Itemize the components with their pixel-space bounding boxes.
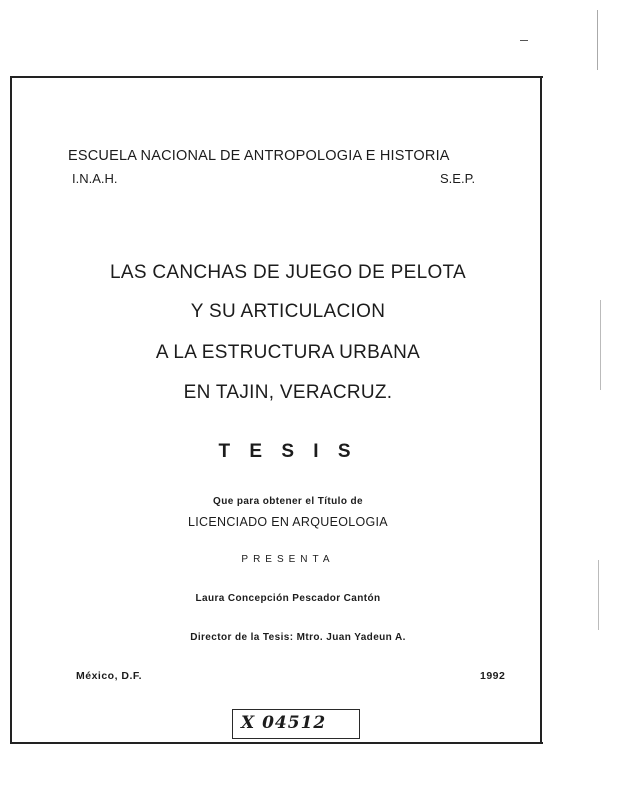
institution-name: ESCUELA NACIONAL DE ANTROPOLOGIA E HISTORIA — [68, 148, 450, 164]
title-line-3: A LA ESTRUCTURA URBANA — [155, 342, 421, 363]
purpose-line: Que para obtener el Título de — [213, 496, 363, 507]
title-line-2: Y SU ARTICULACION — [190, 301, 386, 322]
library-stamp — [232, 709, 360, 739]
scan-artifact — [600, 300, 601, 390]
stamp-number: X 04512 — [241, 713, 327, 733]
scan-artifact — [597, 10, 598, 70]
document-type: T E S I S — [218, 441, 358, 462]
sep-acronym: S.E.P. — [440, 171, 476, 186]
presenta-label: PRESENTA — [241, 554, 335, 565]
inah-acronym: I.N.A.H. — [72, 171, 118, 186]
thesis-director: Director de la Tesis: Mtro. Juan Yadeun A. — [190, 632, 406, 643]
title-line-4: EN TAJIN, VERACRUZ. — [183, 382, 393, 403]
scan-artifact — [520, 40, 528, 41]
year: 1992 — [480, 670, 506, 682]
author-name: Laura Concepción Pescador Cantón — [195, 593, 381, 604]
degree-name: LICENCIADO EN ARQUEOLOGIA — [188, 515, 388, 529]
scan-artifact — [598, 560, 599, 630]
title-line-1: LAS CANCHAS DE JUEGO DE PELOTA — [109, 262, 466, 283]
place: México, D.F. — [76, 670, 143, 682]
